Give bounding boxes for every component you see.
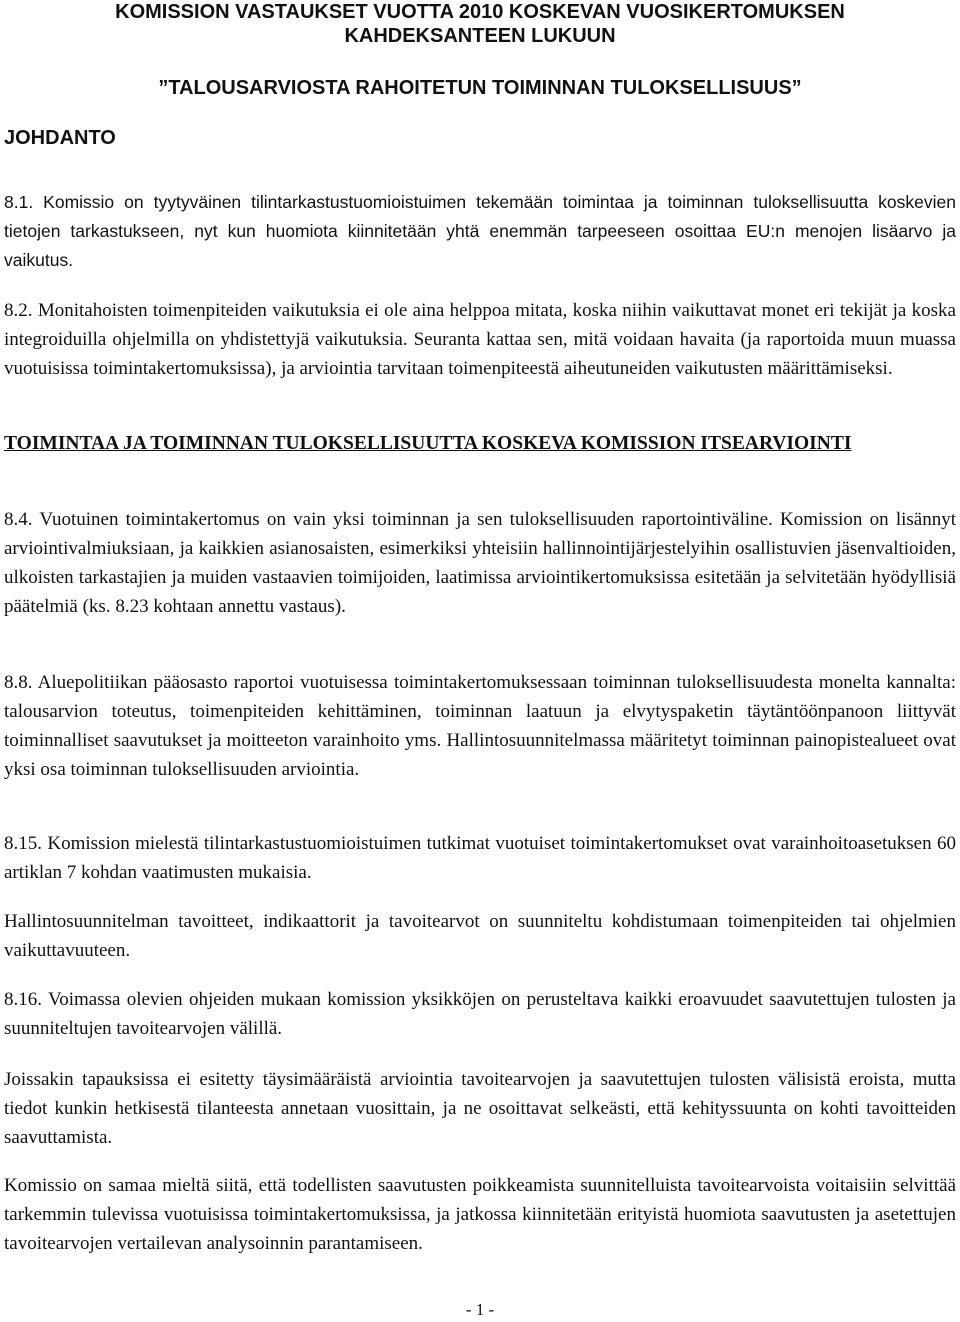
paragraph-8-2: 8.2. Monitahoisten toimenpiteiden vaikutuksia ei ole aina helppoa mitata, koska niihin vaikuttavat monet eri tekijät ja koska integroiduilla ohjelmilla on yhdistettyjä vaikutuksia. Seuranta kattaa sen, mitä voidaan havaita (ja raportoida muun muassa vuotuisissa toimintakertomuksissa), ja arviointia tarvitaan toimenpiteestä aiheutuneiden vaikutusten määrittämiseksi.	[4, 300, 956, 379]
page-number: - 1 -	[465, 1300, 495, 1319]
paragraph-8-15-continued: Hallintosuunnitelman tavoitteet, indikaattorit ja tavoitearvot on suunniteltu kohdistumaan toimenpiteiden tai ohjelmien vaikuttavuuteen.	[4, 911, 956, 961]
paragraph-8-16: 8.16. Voimassa olevien ohjeiden mukaan komission yksikköjen on perusteltava kaikki eroavuudet saavutettujen tulosten ja suunniteltujen tavoitearvojen välillä.	[4, 989, 956, 1039]
paragraph-8-8: 8.8. Aluepolitiikan pääosasto raportoi vuotuisessa toimintakertomuksessaan toiminnan tuloksellisuudesta monelta kannalta: talousarvion toteutus, toimenpiteiden kehittäminen, toiminnan laatuun ja elvytyspaketin täytäntöönpanoon liittyvät toiminnalliset saavutukset ja moitteeton varainhoito yms. Hallintosuunnitelmassa määritetyt toiminnan painopistealueet ovat yksi osa toiminnan tuloksellisuuden arviointia.	[4, 672, 956, 780]
paragraph-8-16-closing: Komissio on samaa mieltä siitä, että todellisten saavutusten poikkeamista suunnitelluista tavoitearvoista voitaisiin selvittää tarkemmin tulevissa vuotuisissa toimintakertomuksissa, ja jatkossa kiinnitetään erityistä huomiota saavutusten ja asetettujen tavoitearvojen vertailevan analysoinnin parantamiseen.	[4, 1175, 956, 1254]
document-subtitle: ”TALOUSARVIOSTA RAHOITETUN TOIMINNAN TULOKSELLISUUS”	[158, 77, 802, 99]
paragraph-8-4: 8.4. Vuotuinen toimintakertomus on vain yksi toiminnan ja sen tuloksellisuuden raportointiväline. Komission on lisännyt arviointivalmiuksiaan, ja kaikkien asianosaisten, esimerkiksi yhteisiin hallinnointijärjestelyihin osallistuvien jäsenvaltioiden, ulkoisten tarkastajien ja muiden vastaavien toimijoiden, laatimissa arviointikertomuksissa esitetään ja selvitetään hyödyllisiä päätelmiä (ks. 8.23 kohtaan annettu vastaus).	[4, 509, 956, 617]
intro-heading: JOHDANTO	[4, 127, 116, 149]
paragraph-8-16-continued: Joissakin tapauksissa ei esitetty täysimääräistä arviointia tavoitearvojen ja saavutettujen tulosten välisistä eroista, mutta tiedot kunkin hetkisestä tilanteesta annetaan vuosittain, ja ne osoittavat selkeästi, että kehityssuunta on kohti tavoitteiden saavuttamista.	[4, 1069, 956, 1148]
document-title-line2: KAHDEKSANTEEN LUKUUN	[344, 25, 616, 47]
document-title-line1: KOMISSION VASTAUKSET VUOTTA 2010 KOSKEVAN VUOSIKERTOMUKSEN	[115, 1, 845, 23]
section-heading: TOIMINTAA JA TOIMINNAN TULOKSELLISUUTTA KOSKEVA KOMISSION ITSEARVIOINTI	[4, 433, 852, 454]
paragraph-8-15: 8.15. Komission mielestä tilintarkastustuomioistuimen tutkimat vuotuiset toimintakertomukset ovat varainhoitoasetuksen 60 artiklan 7 kohdan vaatimusten mukaisia.	[4, 833, 956, 883]
paragraph-8-1: 8.1. Komissio on tyytyväinen tilintarkastustuomioistuimen tekemään toimintaa ja toiminnan tuloksellisuutta koskevien tietojen tarkastukseen, nyt kun huomiota kiinnitetään yhtä enemmän tarpeeseen osoittaa EU:n menojen lisäarvo ja vaikutus.	[4, 192, 956, 270]
